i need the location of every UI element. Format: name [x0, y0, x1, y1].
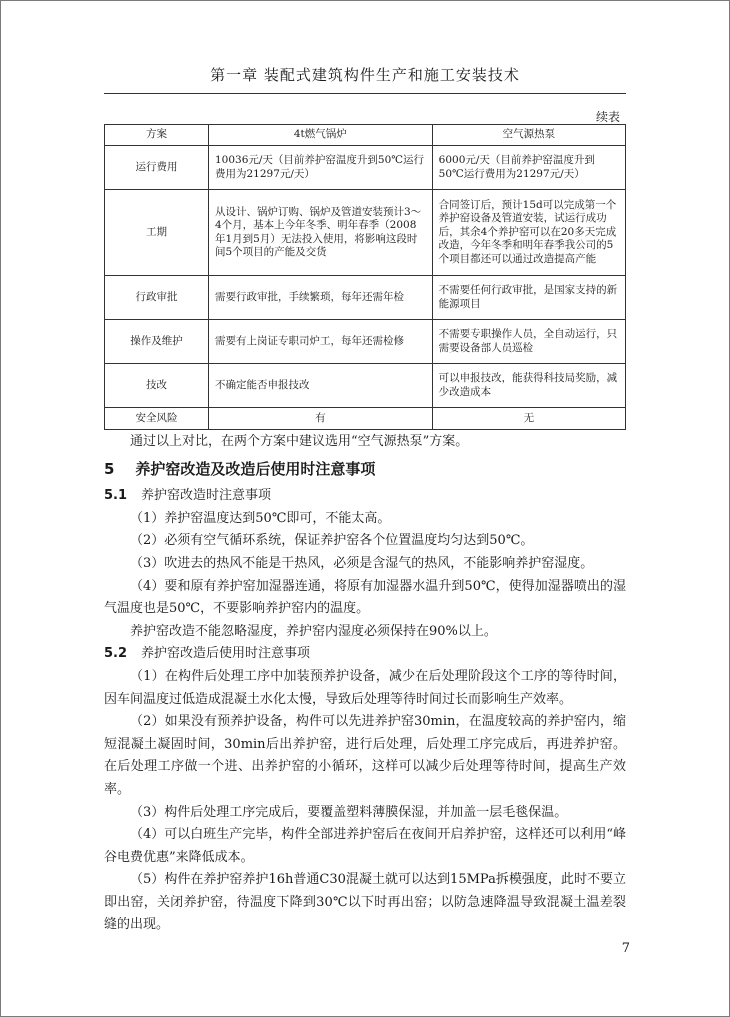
header-cell-heatpump: 空气源热泵 — [432, 125, 625, 146]
header-cell-boiler: 4t燃气锅炉 — [208, 125, 432, 146]
page-number: 7 — [621, 941, 630, 956]
row-label: 安全风险 — [105, 408, 209, 430]
list-item: 养护窑改造不能忽略湿度，养护窑内湿度必须保持在90%以上。 — [130, 623, 497, 639]
row-label: 工期 — [105, 190, 209, 276]
running-header: 第一章 装配式建筑构件生产和施工安装技术 — [210, 66, 520, 84]
body-text — [104, 431, 626, 937]
cell-heatpump: 可以申报技改，能获得科技局奖励，减少改造成本 — [432, 364, 625, 408]
table-row — [105, 408, 626, 430]
row-label: 运行费用 — [105, 146, 209, 190]
list-item: （1）养护窑温度达到50℃即可，不能太高。 — [130, 510, 391, 526]
section-number: 5 — [104, 459, 115, 478]
subsection-heading-5-1 — [104, 485, 626, 508]
list-item: （4）可以白班生产完毕，构件全部进养护窑后在夜间开启养护窑，这样还可以利用“峰谷电费优惠”来降低成本。 — [104, 827, 626, 865]
comparison-table — [104, 124, 626, 430]
table-row — [105, 190, 626, 276]
subsection-title: 养护窑改造后使用时注意事项 — [141, 646, 311, 662]
list-item: （5）构件在养护窑养护16h普通C30混凝土就可以达到15MPa拆模强度，此时不要立即出窑，关闭养护窑，待温度下降到30℃以下时再出窑；以防急速降温导致混凝土温差裂缝的出现。 — [104, 872, 626, 933]
section-heading — [104, 458, 626, 481]
cell-boiler: 需要行政审批，手续繁琐，每年还需年检 — [208, 276, 432, 320]
list-item: （2）必须有空气循环系统，保证养护窑各个位置温度均匀达到50℃。 — [130, 533, 534, 549]
row-label: 操作及维护 — [105, 320, 209, 364]
row-label: 行政审批 — [105, 276, 209, 320]
table-row — [105, 276, 626, 320]
table-row — [105, 146, 626, 190]
subsection-number: 5.1 — [104, 488, 128, 504]
list-item: （3）吹进去的热风不能是干热风，必须是含湿气的热风，不能影响养护窑湿度。 — [130, 555, 594, 571]
cell-heatpump: 6000元/天（目前养护窑温度升到50℃运行费用为21297元/天） — [432, 146, 625, 190]
table-header-row — [105, 125, 626, 146]
cell-boiler: 有 — [208, 408, 432, 430]
cell-boiler: 10036元/天（目前养护窑温度升到50℃运行费用为21297元/天） — [208, 146, 432, 190]
cell-heatpump: 不需要任何行政审批，是国家支持的新能源项目 — [432, 276, 625, 320]
table-row — [105, 364, 626, 408]
conclusion-paragraph: 通过以上对比，在两个方案中建议选用“空气源热泵”方案。 — [130, 434, 469, 449]
cell-heatpump: 不需要专职操作人员，全自动运行，只需要设备部人员巡检 — [432, 320, 625, 364]
continued-label: 续表 — [595, 110, 620, 124]
subsection-number: 5.2 — [104, 646, 128, 662]
list-item: （4）要和原有养护窑加湿器连通，将原有加湿器水温升到50℃，使得加湿器喷出的湿气温度也是50℃，不要影响养护窑内的温度。 — [104, 578, 626, 617]
list-item: （1）在构件后处理工序中加装预养护设备，减少在后处理阶段这个工序的等待时间，因车间温度过低造成混凝土水化太慢，导致后处理等待时间过长而影响生产效率。 — [104, 668, 626, 707]
cell-heatpump: 无 — [432, 408, 625, 430]
list-item: （2）如果没有预养护设备，构件可以先进养护窑30min，在温度较高的养护窑内，缩短混凝土凝固时间，30min后出养护窑，进行后处理，后处理工序完成后，再进养护窑。在后处理工序做一个进、出养护窑的小循环，这样可以减少后处理等待时间，提高生产效率。 — [104, 714, 626, 797]
cell-boiler: 需要有上岗证专职司炉工，每年还需检修 — [208, 320, 432, 364]
cell-boiler: 不确定能否申报技改 — [208, 364, 432, 408]
row-label: 技改 — [105, 364, 209, 408]
cell-heatpump: 合同签订后，预计15d可以完成第一个养护窑设备及管道安装，试运行成功后，其余4个养护窑可以在20多天完成改造，今年冬季和明年春季我公司的5个项目都还可以通过改造提高产能 — [432, 190, 625, 276]
subsection-title: 养护窑改造时注意事项 — [141, 488, 272, 504]
subsection-heading-5-2 — [104, 643, 626, 666]
table-row — [105, 320, 626, 364]
header-cell-scheme: 方案 — [105, 125, 209, 146]
section-title: 养护窑改造及改造后使用时注意事项 — [135, 459, 376, 478]
cell-boiler: 从设计、锅炉订购、锅炉及管道安装预计3～4个月，基本上今年冬季、明年春季（2008年1月到5月）无法投入使用，将影响这段时间5个项目的产能及交货 — [208, 190, 432, 276]
header-rule — [104, 93, 626, 94]
list-item: （3）构件后处理工序完成后，要覆盖塑料薄膜保湿，并加盖一层毛毯保温。 — [130, 804, 568, 820]
